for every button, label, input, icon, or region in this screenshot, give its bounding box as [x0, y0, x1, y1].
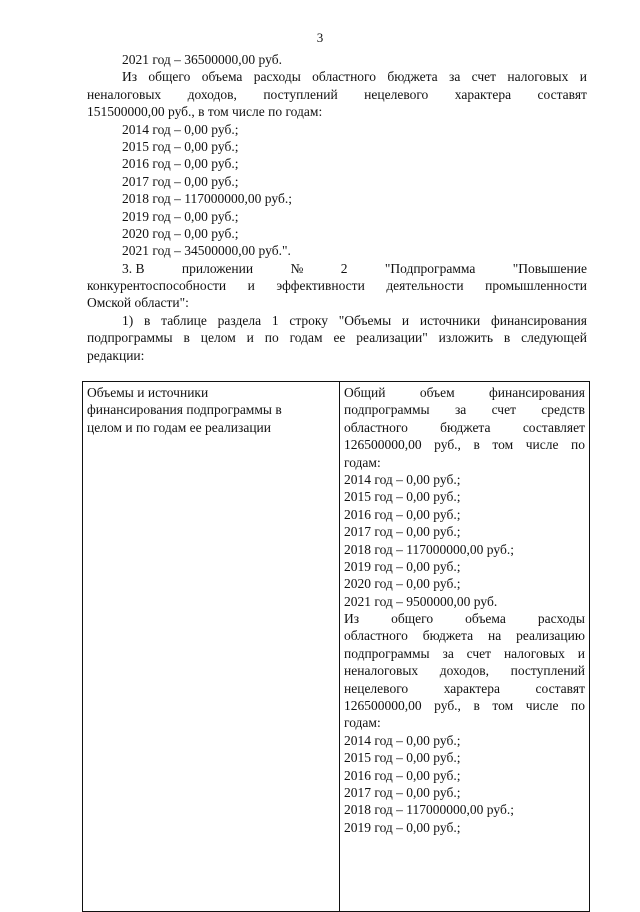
word: Из [344, 611, 360, 627]
tax-year-line: 2018 год – 117000000,00 руб.; [122, 191, 292, 207]
total-year-line: 2014 год – 0,00 руб.; [344, 471, 461, 487]
word: общего [148, 69, 191, 85]
item-3-line-1 [87, 260, 587, 277]
word: раздела [217, 312, 262, 328]
word: составят [537, 86, 587, 102]
word: счет [466, 645, 492, 661]
total-year-line: 2020 год – 0,00 руб.; [344, 576, 461, 592]
word: в [473, 698, 480, 714]
word: характера [443, 680, 501, 696]
word: характера [454, 86, 512, 102]
word: Общий [344, 385, 386, 400]
word: по [571, 437, 585, 453]
tax-year-line: 2014 год – 0,00 руб.; [122, 121, 239, 137]
year-2021-total-line: 2021 год – 36500000,00 руб. [122, 52, 282, 67]
word: следующей [521, 330, 587, 346]
word: таблице [161, 312, 207, 328]
tax-year-line: 2014 год – 0,00 руб.; [344, 732, 461, 748]
total-line: годам: [344, 454, 381, 470]
total-year-line: 2016 год – 0,00 руб.; [344, 506, 461, 522]
word: на [488, 628, 502, 644]
label-line: целом и по годам ее реализации [87, 419, 271, 435]
word: строку [289, 312, 329, 328]
word: по [571, 698, 585, 714]
word: 126500000,00 [344, 437, 422, 453]
word: реализацию [516, 628, 585, 644]
tax-paragraph-line-1 [87, 68, 587, 85]
word: налоговых [503, 645, 565, 661]
item-1-line-3: редакции: [87, 347, 145, 363]
tax-year-line: 2017 год – 0,00 руб.; [344, 784, 461, 800]
item-1-line-2 [87, 329, 587, 346]
body-text [87, 51, 587, 364]
word: бюджета [422, 628, 474, 644]
tax-year-line: 2016 год – 0,00 руб.; [344, 767, 461, 783]
word: в [503, 330, 511, 346]
tax-year-line: 2015 год – 0,00 руб.; [122, 138, 239, 154]
word: и [579, 69, 587, 85]
word: поступлений [263, 86, 338, 102]
word: средств [541, 402, 585, 418]
word: бюджета [387, 69, 438, 85]
word: областного [344, 419, 408, 435]
word: 2 [340, 260, 348, 276]
total-line [344, 401, 585, 418]
word: ее [333, 330, 346, 346]
total-line [344, 419, 585, 436]
total-line [344, 436, 585, 453]
word: приложении [181, 260, 254, 276]
tax-line [344, 645, 585, 662]
word: и [401, 312, 410, 328]
word: и [246, 330, 254, 346]
word: № [290, 260, 304, 276]
word: и [247, 278, 255, 294]
word: налоговых [507, 69, 569, 85]
word: источники [419, 312, 481, 328]
word: составляет [522, 419, 585, 435]
tax-line [344, 627, 585, 644]
word: по [264, 330, 279, 346]
word: 3. В [122, 260, 145, 276]
word: за [449, 69, 461, 85]
word: подпрограммы [87, 330, 173, 346]
word: 1 [271, 312, 279, 328]
tax-line [344, 680, 585, 697]
word: общего [391, 611, 434, 627]
word: объем [419, 385, 455, 400]
word: бюджета [440, 419, 491, 435]
word: в [183, 330, 190, 346]
word: "Объемы [338, 312, 392, 328]
word: нецелевого [344, 680, 409, 696]
word: неналоговых [87, 86, 162, 102]
label-line: Объемы и источники [87, 385, 209, 400]
word: доходов, [439, 663, 490, 679]
word: числе [525, 437, 559, 453]
word: счет [471, 69, 497, 85]
word: том [492, 698, 514, 714]
tax-year-line: 2019 год – 0,00 руб.; [122, 208, 239, 224]
tax-year-line: 2017 год – 0,00 руб.; [122, 173, 239, 189]
page-number: 3 [316, 30, 324, 45]
word: реализации" [356, 330, 428, 346]
tax-line [344, 610, 585, 627]
table-cell-content [340, 382, 590, 912]
word: руб., [434, 437, 461, 453]
word: том [492, 437, 514, 453]
total-line [344, 384, 585, 401]
word: целом [200, 330, 236, 346]
tax-paragraph-line-3: 151500000,00 руб., в том числе по годам: [87, 104, 323, 120]
item-3-line-2 [87, 277, 587, 294]
word: промышленности [485, 278, 587, 294]
item-1-line-1 [87, 312, 587, 329]
word: "Подпрограмма [384, 260, 476, 276]
word: неналоговых [344, 663, 419, 679]
tax-year-line: 2019 год – 0,00 руб.; [344, 819, 461, 835]
word: расходы [537, 611, 585, 627]
word: поступлений [510, 663, 585, 679]
tax-paragraph-line-2 [87, 86, 587, 103]
word: составят [535, 680, 585, 696]
total-year-line: 2017 год – 0,00 руб.; [344, 524, 461, 540]
word: счет [491, 402, 516, 418]
word: "Повышение [512, 260, 587, 276]
table-cell-label [83, 382, 340, 912]
word: расходы [253, 69, 301, 85]
item-3-line-3: Омской области": [87, 295, 189, 311]
word: в [473, 437, 480, 453]
word: областного [344, 628, 408, 644]
word: за [442, 645, 454, 661]
word: объема [465, 611, 506, 627]
tax-line [344, 662, 585, 679]
word: эффективности [276, 278, 365, 294]
word: годам [289, 330, 323, 346]
word: конкурентоспособности [87, 278, 227, 294]
total-year-line: 2015 год – 0,00 руб.; [344, 489, 461, 505]
total-year-line: 2019 год – 0,00 руб.; [344, 558, 461, 574]
word: подпрограммы [344, 402, 430, 418]
word: в [144, 312, 151, 328]
total-year-line: 2021 год – 9500000,00 руб. [344, 593, 498, 609]
word: финансирования [489, 385, 585, 400]
word: объема [201, 69, 243, 85]
word: доходов, [187, 86, 237, 102]
word: и [577, 645, 585, 661]
word: Из [122, 69, 138, 85]
word: числе [525, 698, 559, 714]
tax-year-line: 2015 год – 0,00 руб.; [344, 750, 461, 766]
tax-line [344, 697, 585, 714]
tax-year-line: 2018 год – 117000000,00 руб.; [344, 802, 514, 818]
word: изложить [438, 330, 493, 346]
tax-year-line: 2021 год – 34500000,00 руб.". [122, 243, 291, 259]
word: нецелевого [364, 86, 429, 102]
tax-year-line: 2016 год – 0,00 руб.; [122, 156, 239, 172]
word: областного [312, 69, 377, 85]
tax-year-line: 2020 год – 0,00 руб.; [122, 225, 239, 241]
tax-line: годам: [344, 715, 381, 731]
word: подпрограммы [344, 645, 430, 661]
word: 126500000,00 [344, 698, 422, 714]
word: финансирования [491, 312, 587, 328]
label-line: финансирования подпрограммы в [87, 402, 282, 418]
word: 1) [122, 312, 134, 328]
word: за [454, 402, 467, 418]
word: руб., [434, 698, 461, 714]
word: деятельности [386, 278, 464, 294]
table-row [83, 382, 590, 912]
funding-table [82, 381, 590, 912]
total-year-line: 2018 год – 117000000,00 руб.; [344, 541, 514, 557]
